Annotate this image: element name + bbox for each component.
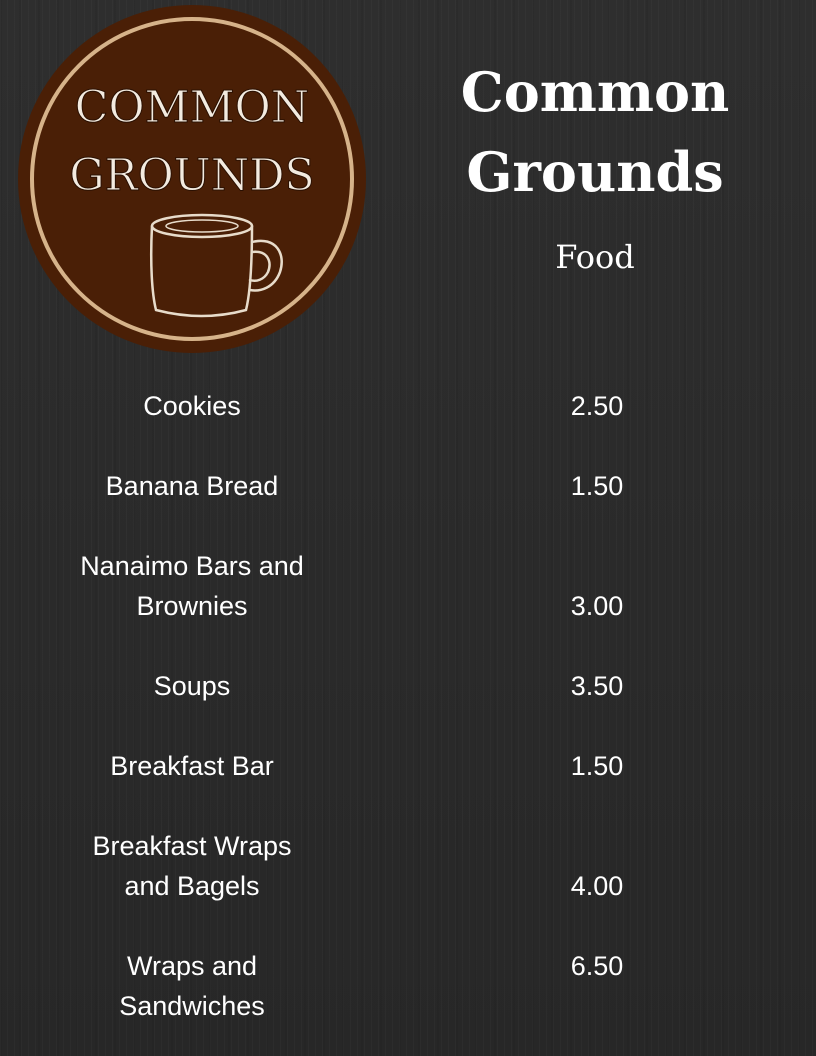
page-title <box>430 52 760 212</box>
common-grounds-logo <box>14 4 370 354</box>
menu-item-price: 6.50 <box>570 951 624 981</box>
menu-item-name-line2: and Bagels <box>124 871 260 901</box>
menu-item-name <box>42 946 342 1026</box>
menu-item-price: 3.50 <box>570 671 624 701</box>
menu-item-name <box>42 826 342 906</box>
title-line1: Common <box>460 60 730 124</box>
menu-item-price: 1.50 <box>570 751 624 781</box>
menu-item-price: 4.00 <box>570 871 624 901</box>
section-subtitle: Food <box>555 238 635 276</box>
logo-line2: GROUNDS <box>69 150 315 201</box>
menu-item-name: Breakfast Bar <box>110 751 274 781</box>
menu-item-name: Banana Bread <box>105 471 279 501</box>
menu-item-name-line2: Sandwiches <box>119 991 265 1021</box>
menu-item-price: 3.00 <box>570 591 624 621</box>
menu-item-name-line1: Breakfast Wraps <box>92 831 292 861</box>
menu-item-price: 2.50 <box>570 391 624 421</box>
menu-item-name-line1: Wraps and <box>126 951 258 981</box>
menu-item-name-line1: Nanaimo Bars and <box>80 551 304 581</box>
menu-item-name-line2: Brownies <box>136 591 248 621</box>
menu-item-name: Soups <box>153 671 231 701</box>
title-line2: Grounds <box>466 140 724 204</box>
menu-item-name: Cookies <box>143 391 241 421</box>
logo-line1: COMMON <box>74 82 310 133</box>
menu-item-name <box>42 546 342 626</box>
menu-item-price: 1.50 <box>570 471 624 501</box>
